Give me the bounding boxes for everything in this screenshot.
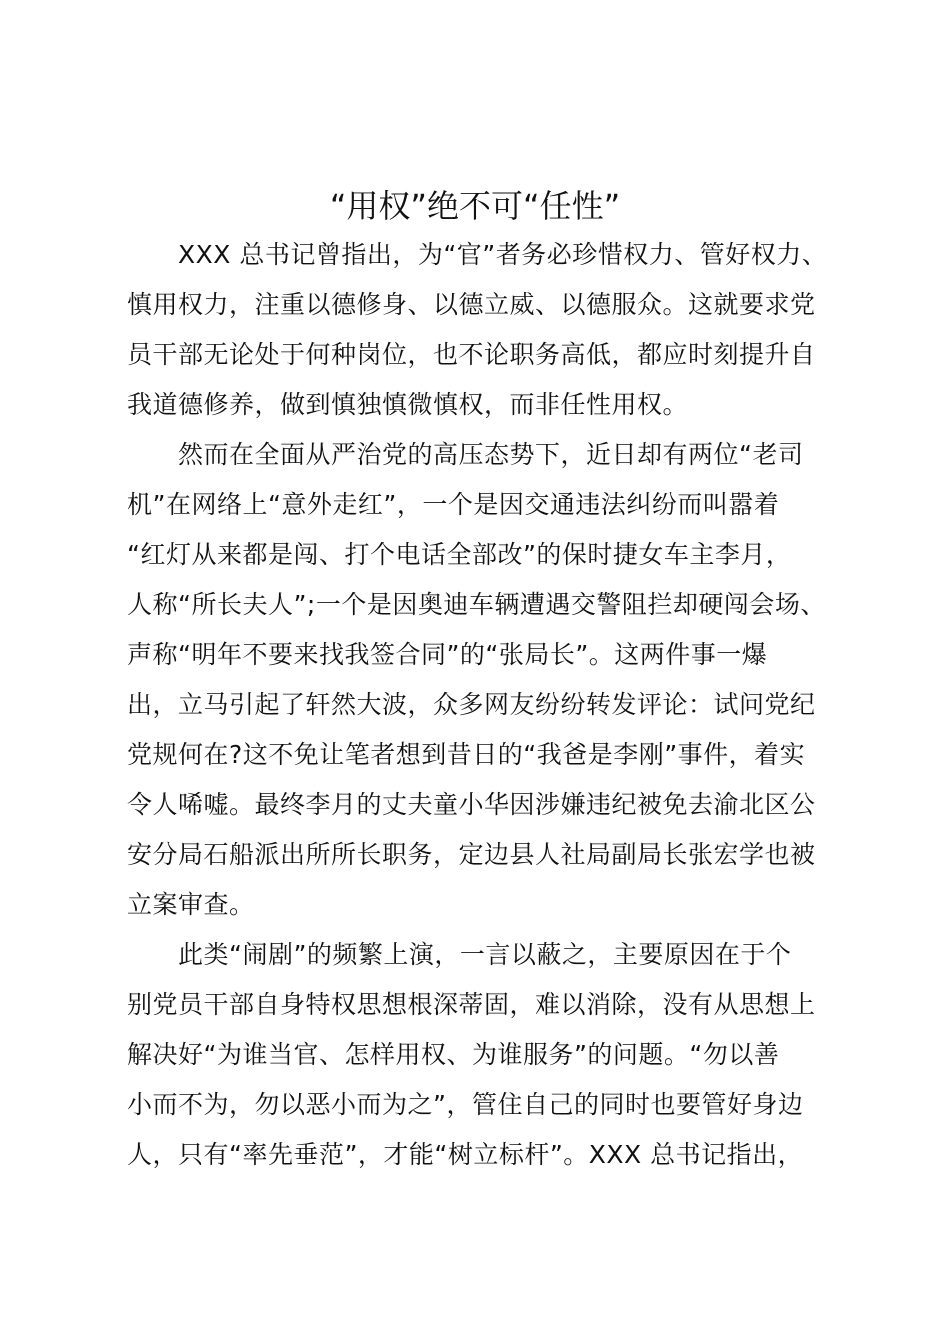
paragraph-2-line-5: 声称“明年不要来找我签合同”的“张局长”。这两件事一爆 (127, 640, 768, 669)
paragraph-1-line-3: 员干部无论处于何种岗位，也不论职务高低，都应时刻提升自 (127, 340, 816, 369)
paragraph-3-line-2: 别党员干部自身特权思想根深蒂固，难以消除，没有从思想上 (127, 990, 816, 1019)
paragraph-2-line-4: 人称“所长夫人”;一个是因奥迪车辆遭遇交警阻拦却硬闯会场、 (127, 590, 826, 619)
paragraph-2-line-6: 出，立马引起了轩然大波，众多网友纷纷转发评论：试问党纪 (127, 690, 816, 719)
paragraph-3-line-1: 此类“闹剧”的频繁上演，一言以蔽之，主要原因在于个 (178, 940, 792, 969)
paragraph-3-line-4: 小而不为，勿以恶小而为之”，管住自己的同时也要管好身边 (127, 1090, 804, 1119)
paragraph-2-line-7: 党规何在?这不免让笔者想到昔日的“我爸是李刚”事件，着实 (127, 740, 806, 769)
paragraph-3-line-5: 人，只有“率先垂范”，才能“树立标杆”。XXX 总书记指出， (127, 1140, 804, 1169)
paragraph-2-line-3: “红灯从来都是闯、打个电话全部改”的保时捷女车主李月， (127, 540, 792, 569)
paragraph-2-line-2: 机”在网络上“意外走红”，一个是因交通违法纠纷而叫嚣着 (127, 490, 780, 519)
paragraph-2-line-10: 立案审查。 (127, 890, 255, 919)
paragraph-2-line-9: 安分局石船派出所所长职务，定边县人社局副局长张宏学也被 (127, 840, 816, 869)
paragraph-2-line-1: 然而在全面从严治党的高压态势下，近日却有两位“老司 (178, 440, 804, 469)
paragraph-1-line-4: 我道德修养，做到慎独慎微慎权，而非任性用权。 (127, 390, 689, 419)
document-body (127, 230, 853, 1180)
paragraph-3-line-3: 解决好“为谁当官、怎样用权、为谁服务”的问题。“勿以善 (127, 1040, 780, 1069)
paragraph-1-line-2: 慎用权力，注重以德修身、以德立威、以德服众。这就要求党 (127, 290, 816, 319)
paragraph-1-line-1: XXX 总书记曾指出，为“官”者务必珍惜权力、管好权力、 (178, 240, 828, 269)
paragraph-2-line-8: 令人唏嘘。最终李月的丈夫童小华因涉嫌违纪被免去渝北区公 (127, 790, 816, 819)
document-title: “用权”绝不可“任性” (329, 187, 621, 225)
